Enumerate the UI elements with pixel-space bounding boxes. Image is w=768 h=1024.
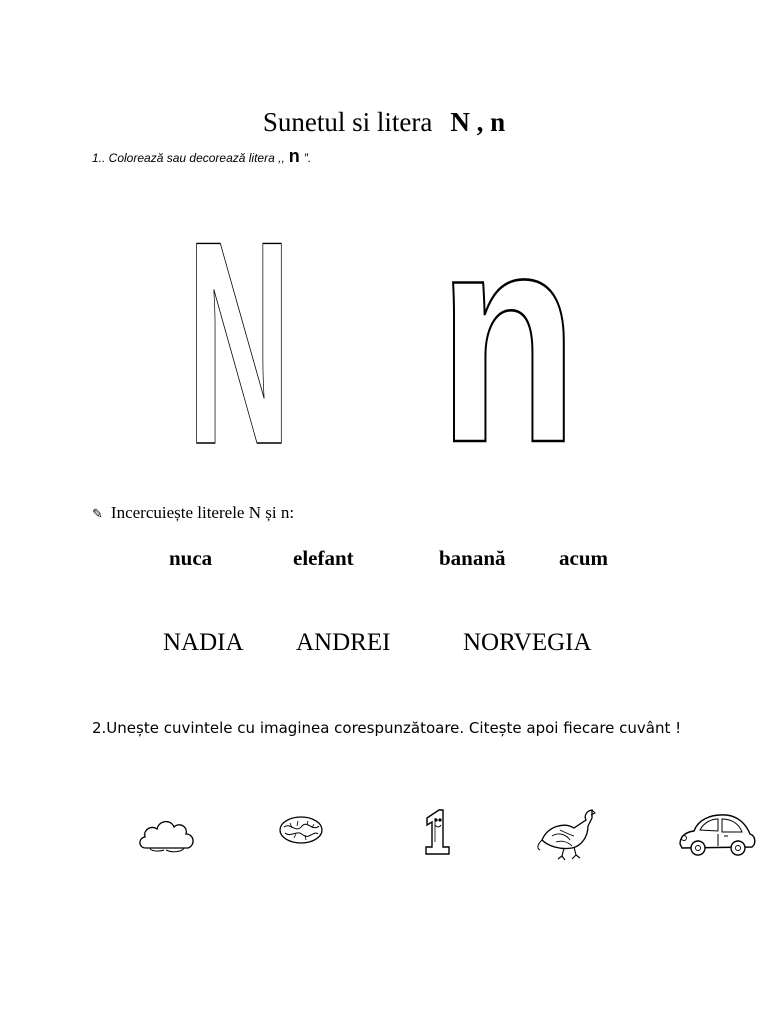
word-nadia: NADIA	[163, 629, 244, 656]
word-andrei: ANDREI	[296, 629, 391, 656]
walnut-icon	[276, 812, 326, 848]
hen-icon	[534, 806, 596, 862]
number-one-icon	[418, 806, 454, 858]
exercise-2-instruction: 2.Unește cuvintele cu imaginea corespunzătoare. Citește apoi fiecare cuvânt !	[92, 719, 682, 737]
title-text: Sunetul si litera	[262, 107, 433, 137]
word-norvegia: NORVEGIA	[463, 629, 592, 656]
outline-letter-upper: N	[187, 181, 291, 480]
exercise-1-letter: n	[288, 146, 300, 166]
cloud-icon	[136, 812, 198, 858]
word-elefant: elefant	[293, 546, 354, 570]
car-icon	[676, 810, 758, 860]
exercise-1-text: 1.. Colorează sau decorează litera ,,	[92, 151, 285, 165]
exercise-1-text-end: ″.	[303, 151, 312, 165]
circle-task	[92, 500, 294, 528]
word-acum: acum	[559, 546, 608, 570]
word-banana: banană	[439, 546, 506, 570]
pencil-icon: ✎	[92, 507, 103, 522]
circle-task-text: Incercuiește literele N și n:	[110, 503, 295, 522]
outline-letter-lower: n	[438, 169, 578, 480]
outline-letters	[0, 0, 768, 480]
title-letters: N , n	[450, 107, 506, 137]
word-nuca: nuca	[169, 546, 213, 570]
